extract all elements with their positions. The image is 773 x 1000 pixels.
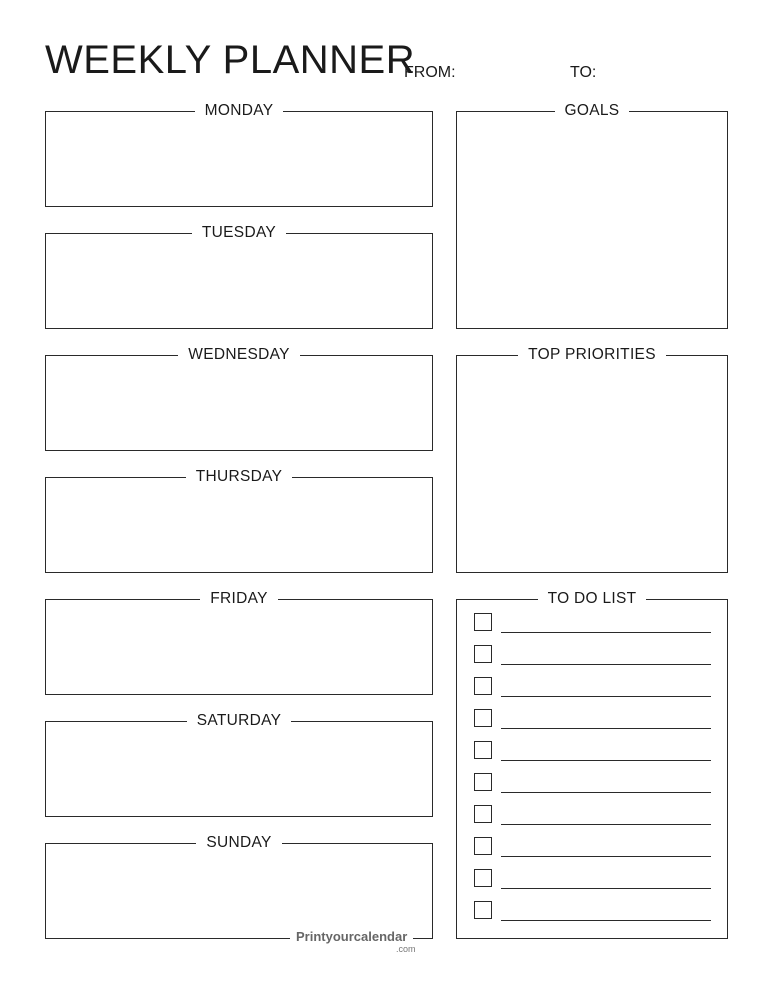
- todo-item: [474, 709, 711, 729]
- top-priorities-box: [456, 346, 728, 573]
- day-label: THURSDAY: [186, 468, 293, 485]
- todo-write-line: [501, 696, 711, 697]
- todo-item: [474, 837, 711, 857]
- day-box-thursday: [45, 468, 433, 573]
- todo-checkbox[interactable]: [474, 773, 492, 791]
- day-label: SUNDAY: [196, 834, 281, 851]
- todo-item: [474, 645, 711, 665]
- todo-item: [474, 613, 711, 633]
- todo-item: [474, 805, 711, 825]
- from-label: FROM:: [404, 64, 456, 81]
- todo-item: [474, 741, 711, 761]
- todo-write-line: [501, 920, 711, 921]
- todo-write-line: [501, 632, 711, 633]
- brand-logo: Printyourcalendar: [290, 929, 413, 944]
- day-box-wednesday: [45, 346, 433, 451]
- todo-write-line: [501, 856, 711, 857]
- todo-item: [474, 773, 711, 793]
- todo-list-box: [456, 590, 728, 939]
- todo-write-line: [501, 792, 711, 793]
- todo-checkbox[interactable]: [474, 837, 492, 855]
- to-label: TO:: [570, 64, 597, 81]
- todo-write-line: [501, 824, 711, 825]
- day-box-sunday: [45, 834, 433, 939]
- day-box-tuesday: [45, 224, 433, 329]
- todo-checkbox[interactable]: [474, 613, 492, 631]
- todo-item: [474, 677, 711, 697]
- day-box-monday: [45, 102, 433, 207]
- brand-suffix: .com: [396, 944, 416, 954]
- day-label: FRIDAY: [200, 590, 278, 607]
- todo-list-label: TO DO LIST: [538, 590, 647, 607]
- todo-checkbox[interactable]: [474, 677, 492, 695]
- day-box-saturday: [45, 712, 433, 817]
- day-label: WEDNESDAY: [178, 346, 299, 363]
- todo-write-line: [501, 728, 711, 729]
- todo-write-line: [501, 760, 711, 761]
- top-priorities-label: TOP PRIORITIES: [518, 346, 666, 363]
- todo-item: [474, 869, 711, 889]
- todo-checkbox[interactable]: [474, 901, 492, 919]
- goals-label: GOALS: [555, 102, 630, 119]
- goals-box: [456, 102, 728, 329]
- todo-item: [474, 901, 711, 921]
- todo-checkbox[interactable]: [474, 869, 492, 887]
- todo-write-line: [501, 888, 711, 889]
- day-box-friday: [45, 590, 433, 695]
- todo-checkbox[interactable]: [474, 805, 492, 823]
- page-title: WEEKLY PLANNER: [45, 38, 416, 82]
- day-label: TUESDAY: [192, 224, 286, 241]
- day-label: MONDAY: [195, 102, 284, 119]
- day-label: SATURDAY: [187, 712, 292, 729]
- todo-checkbox[interactable]: [474, 645, 492, 663]
- todo-write-line: [501, 664, 711, 665]
- todo-checkbox[interactable]: [474, 709, 492, 727]
- todo-checkbox[interactable]: [474, 741, 492, 759]
